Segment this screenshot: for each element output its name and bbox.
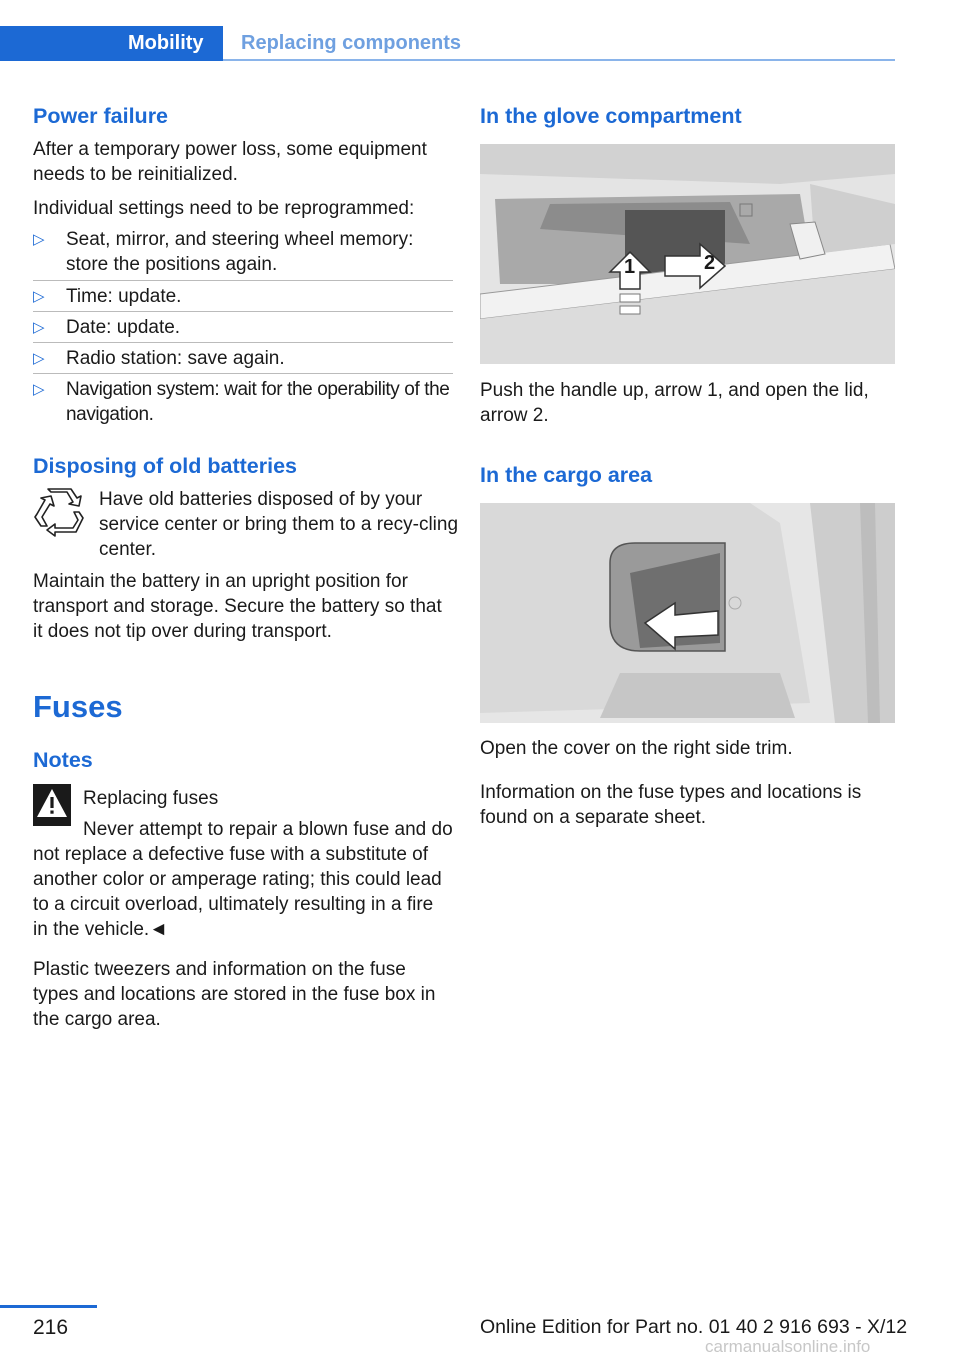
cargo-area-heading: In the cargo area bbox=[480, 463, 653, 487]
page-header bbox=[0, 26, 895, 61]
power-failure-heading: Power failure bbox=[33, 104, 169, 128]
warning-title: Replacing fuses bbox=[83, 788, 219, 809]
chapter-tab-label: Replacing components bbox=[241, 32, 462, 54]
recycling-icon bbox=[33, 488, 85, 538]
warning-text: Never attempt to repair a blown fuse and do not replace a defective fuse with a substitute of another color or amperage rating; this could lead to a circuit overload, ultimately resulting in a fire in the vehicle.◄ bbox=[33, 819, 453, 940]
power-failure-lead: Individual settings need to be reprogrammed: bbox=[33, 198, 415, 219]
list-item-text: Navigation system: wait for the operability of the navigation. bbox=[66, 379, 450, 425]
triangle-bullet-icon: ▷ bbox=[33, 288, 45, 305]
triangle-bullet-icon: ▷ bbox=[33, 319, 45, 336]
fuses-heading: Fuses bbox=[33, 689, 123, 724]
list-item-text: Time: update. bbox=[66, 286, 182, 307]
disposing-text: Maintain the battery in an upright position for transport and storage. Secure the battery so that it does not tip over during transport. bbox=[33, 571, 442, 642]
triangle-bullet-icon: ▷ bbox=[33, 381, 45, 398]
glove-compartment-heading: In the glove compartment bbox=[480, 104, 742, 128]
glove-caption: Push the handle up, arrow 1, and open the lid, arrow 2. bbox=[480, 380, 869, 426]
cargo-area-illustration bbox=[480, 503, 895, 723]
list-item-text: Seat, mirror, and steering wheel memory: store the positions again. bbox=[66, 229, 414, 275]
page-number: 216 bbox=[33, 1316, 69, 1339]
list-item-text: Date: update. bbox=[66, 317, 181, 338]
arrow-1-label: 1 bbox=[624, 256, 636, 278]
power-failure-intro: After a temporary power loss, some equipment needs to be reinitialized. bbox=[33, 139, 427, 185]
triangle-bullet-icon: ▷ bbox=[33, 350, 45, 367]
disposing-note: Have old batteries disposed of by your service center or bring them to a recy-cling center. bbox=[99, 489, 459, 560]
glove-compartment-illustration bbox=[480, 144, 895, 364]
notes-heading: Notes bbox=[33, 748, 93, 772]
edition-note: Online Edition for Part no. 01 40 2 916 693 - X/12 bbox=[480, 1316, 908, 1338]
triangle-bullet-icon: ▷ bbox=[33, 231, 45, 248]
section-tab bbox=[0, 26, 223, 61]
cargo-info: Information on the fuse types and locations is found on a separate sheet. bbox=[480, 782, 862, 828]
fuses-text: Plastic tweezers and information on the fuse types and locations are stored in the fuse box in the cargo area. bbox=[33, 959, 436, 1030]
cargo-caption: Open the cover on the right side trim. bbox=[480, 738, 793, 759]
disposing-heading: Disposing of old batteries bbox=[33, 454, 297, 478]
list-item-text: Radio station: save again. bbox=[66, 348, 285, 369]
list-divider bbox=[33, 342, 453, 343]
footer-rule bbox=[0, 1305, 97, 1308]
list-divider bbox=[33, 280, 453, 281]
arrow-2-label: 2 bbox=[704, 252, 716, 274]
watermark: carmanualsonline.info bbox=[705, 1337, 871, 1356]
list-divider bbox=[33, 373, 453, 374]
list-divider bbox=[33, 311, 453, 312]
section-tab-label: Mobility bbox=[128, 32, 204, 54]
header-rule bbox=[223, 59, 895, 61]
